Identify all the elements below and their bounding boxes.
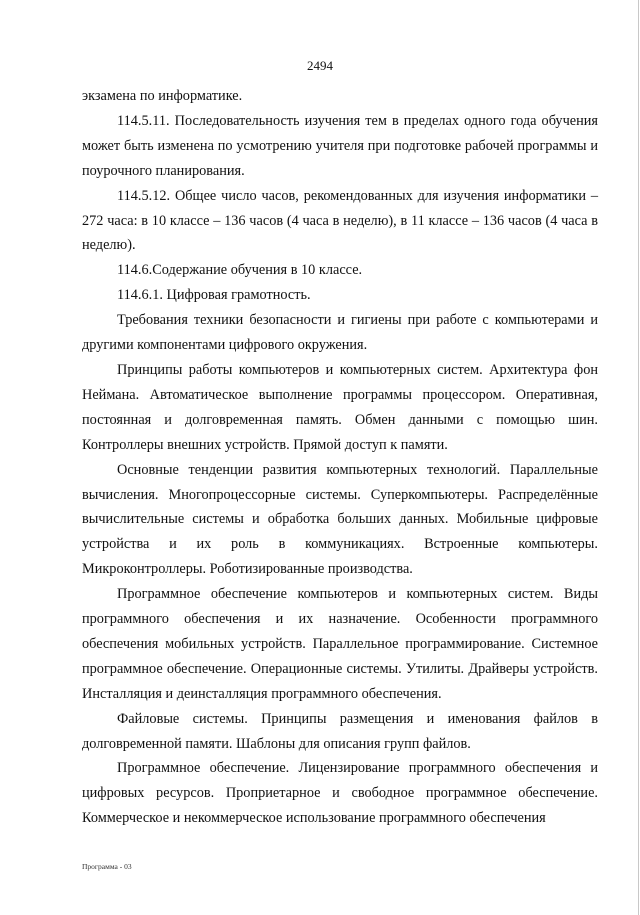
paragraph-114-6-1-heading: 114.6.1. Цифровая грамотность. — [117, 287, 311, 304]
paragraph-licensing: Программное обеспечение. Лицензирование программного обеспечения и цифровых ресурсов. Проприетарное и свободное программное обеспечение. Коммерческое и некоммерческое использование программного обеспечения — [82, 760, 598, 827]
paragraph-file-systems: Файловые системы. Принципы размещения и именования файлов в долговременной памяти. Шаблоны для описания групп файлов. — [82, 710, 598, 752]
paragraph-safety-requirements: Требования техники безопасности и гигиены при работе с компьютерами и другими компонентами цифрового окружения. — [82, 312, 598, 354]
paragraph-computer-principles: Принципы работы компьютеров и компьютерных систем. Архитектура фон Неймана. Автоматическое выполнение программы процессором. Оперативная, постоянная и долговременная память. Обмен данными с помощью шин. Контроллеры внешних устройств. Прямой доступ к памяти. — [82, 361, 598, 453]
paragraph-exam-continuation: экзамена по информатике. — [82, 88, 243, 104]
paragraph-114-6-heading: 114.6.Содержание обучения в 10 классе. — [117, 262, 363, 279]
paragraph-114-5-11: 114.5.11. Последовательность изучения тем в пределах одного года обучения может быть изменена по усмотрению учителя при подготовке рабочей программы и поурочного планирования. — [82, 112, 598, 179]
page-number: 2494 — [307, 58, 333, 73]
document-body — [82, 84, 598, 831]
paragraph-software: Программное обеспечение компьютеров и компьютерных систем. Виды программного обеспечения и их назначение. Особенности программного обеспечения мобильных устройств. Параллельное программирование. Системное программное обеспечение. Операционные системы. Утилиты. Драйверы устройств. Инсталляция и деинсталляция программного обеспечения. — [82, 586, 598, 702]
paragraph-114-5-12: 114.5.12. Общее число часов, рекомендованных для изучения информатики – 272 часа: в 10 классе – 136 часов (4 часа в неделю), в 11 классе – 136 часов (4 часа в неделю). — [82, 187, 598, 254]
scan-edge-line — [638, 0, 639, 915]
paragraph-technology-trends: Основные тенденции развития компьютерных технологий. Параллельные вычисления. Многопроцессорные системы. Суперкомпьютеры. Распределённые вычислительные системы и обработка больших данных. Мобильные цифровые устройства и их роль в коммуникациях. Встроенные компьютеры. Микроконтроллеры. Роботизированные производства. — [82, 461, 598, 578]
footer-note: Программа - 03 — [82, 862, 132, 871]
